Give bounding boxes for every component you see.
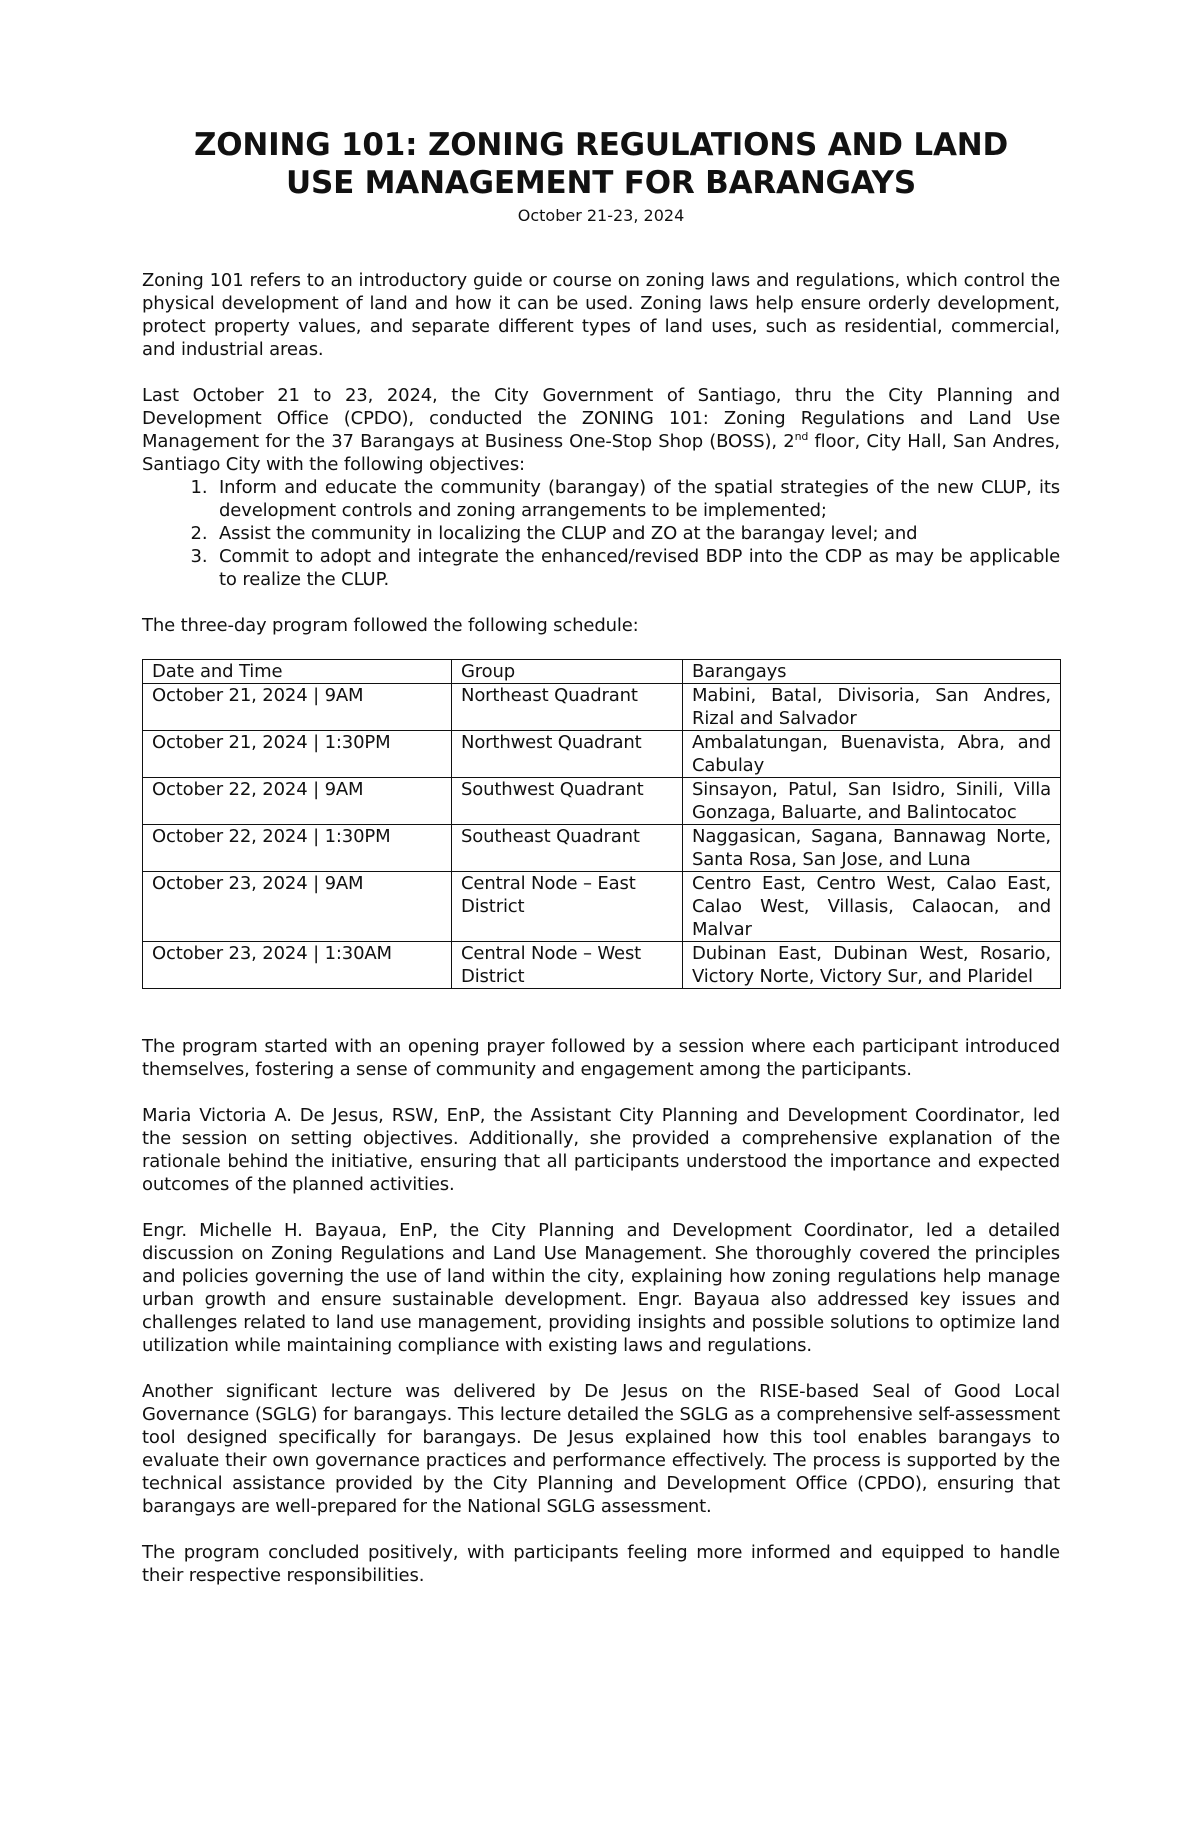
schedule-row (143, 778, 1061, 825)
schedule-row (143, 942, 1061, 989)
zoning-discussion-paragraph: Engr. Michelle H. Bayaua, EnP, the City Planning and Development Coordinator, led a detailed discussion on Zoning Regulations and Land Use Management. She thoroughly covered the principles and policies governing the use of land within the city, explaining how zoning regulations help manage urban growth and ensure sustainable development. Engr. Bayaua also addressed key issues and challenges related to land use management, providing insights and possible solutions to optimize land utilization while maintaining compliance with existing laws and regulations. (142, 1220, 1060, 1356)
objective-item: 1. Inform and educate the community (barangay) of the spatial strategies of the new CLUP, its development controls and zoning arrangements to be implemented; (213, 476, 1060, 522)
header-barangays: Barangays (683, 660, 1061, 684)
objective-item: 3. Commit to adopt and integrate the enhanced/revised BDP into the CDP as may be applicable to realize the CLUP. (213, 545, 1060, 591)
opening-paragraph: The program started with an opening prayer followed by a session where each participant introduced themselves, fostering a sense of community and engagement among the participants. (142, 1036, 1060, 1080)
cell-group: Northeast Quadrant (452, 684, 683, 731)
cell-group: Northwest Quadrant (452, 731, 683, 778)
header-group: Group (452, 660, 683, 684)
title-line-2: USE MANAGEMENT FOR BARANGAYS (285, 165, 917, 201)
cell-barangays: Mabini, Batal, Divisoria, San Andres, Rizal and Salvador (683, 684, 1061, 731)
cell-date-time: October 21, 2024 | 1:30PM (143, 731, 452, 778)
cell-date-time: October 21, 2024 | 9AM (143, 684, 452, 731)
sglg-lecture-paragraph: Another significant lecture was delivered by De Jesus on the RISE-based Seal of Good Local Governance (SGLG) for barangays. This lecture detailed the SGLG as a comprehensive self-assessment tool designed specifically for barangays. De Jesus explained how this tool enables barangays to evaluate their own governance practices and performance effectively. The process is supported by the technical assistance provided by the City Planning and Development Office (CPDO), ensuring that barangays are well-prepared for the National SGLG assessment. (142, 1381, 1060, 1517)
title-line-1: ZONING 101: ZONING REGULATIONS AND LAND (193, 127, 1009, 163)
cell-barangays: Centro East, Centro West, Calao East, Calao West, Villasis, Calaocan, and Malvar (683, 872, 1061, 942)
schedule-row (143, 872, 1061, 942)
document-title (142, 126, 1060, 202)
cell-barangays: Ambalatungan, Buenavista, Abra, and Cabulay (683, 731, 1061, 778)
cell-barangays: Sinsayon, Patul, San Isidro, Sinili, Villa Gonzaga, Baluarte, and Balintocatoc (683, 778, 1061, 825)
cell-group: Central Node – East District (452, 872, 683, 942)
objectives-session-paragraph: Maria Victoria A. De Jesus, RSW, EnP, the Assistant City Planning and Development Coordinator, led the session on setting objectives. Additionally, she provided a comprehensive explanation of the rationale behind the initiative, ensuring that all participants understood the importance and expected outcomes of the planned activities. (142, 1105, 1060, 1195)
cell-group: Central Node – West District (452, 942, 683, 989)
cell-date-time: October 22, 2024 | 1:30PM (143, 825, 452, 872)
schedule-table (142, 659, 1061, 989)
cell-group: Southeast Quadrant (452, 825, 683, 872)
event-paragraph (142, 384, 1060, 476)
objective-item: 2. Assist the community in localizing the CLUP and ZO at the barangay level; and (213, 522, 1060, 545)
cell-date-time: October 23, 2024 | 9AM (143, 872, 452, 942)
cell-group: Southwest Quadrant (452, 778, 683, 825)
cell-barangays: Dubinan East, Dubinan West, Rosario, Victory Norte, Victory Sur, and Plaridel (683, 942, 1061, 989)
schedule-row (143, 684, 1061, 731)
conclusion-paragraph: The program concluded positively, with participants feeling more informed and equipped to handle their respective responsibilities. (142, 1542, 1060, 1586)
schedule-row (143, 731, 1061, 778)
schedule-header-row (143, 660, 1061, 684)
cell-barangays: Naggasican, Sagana, Bannawag Norte, Santa Rosa, San Jose, and Luna (683, 825, 1061, 872)
ordinal-superscript: nd (794, 430, 809, 443)
schedule-row (143, 825, 1061, 872)
header-date-time: Date and Time (143, 660, 452, 684)
objectives-list (142, 476, 1060, 591)
cell-date-time: October 23, 2024 | 1:30AM (143, 942, 452, 989)
event-text-continued: floor, City Hall, San Andres, Santiago City with the following objectives: (142, 431, 1060, 475)
event-text: Last October 21 to 23, 2024, the City Government of Santiago, thru the City Planning and Development Office (CPDO), conducted the ZONING 101: Zoning Regulations and Land Use Management for the 37 Barangays at Business One-Stop Shop (BOSS), 2 (142, 385, 1060, 452)
intro-paragraph: Zoning 101 refers to an introductory guide or course on zoning laws and regulations, which control the physical development of land and how it can be used. Zoning laws help ensure orderly development, protect property values, and separate different types of land uses, such as residential, commercial, and industrial areas. (142, 270, 1060, 360)
schedule-intro: The three-day program followed the following schedule: (142, 615, 639, 636)
event-date: October 21-23, 2024 (517, 206, 685, 225)
cell-date-time: October 22, 2024 | 9AM (143, 778, 452, 825)
